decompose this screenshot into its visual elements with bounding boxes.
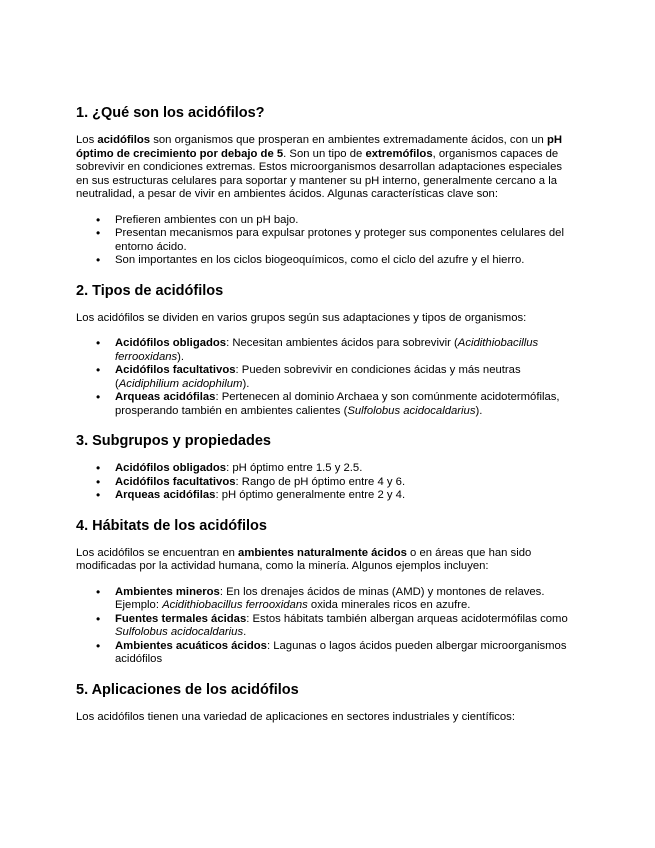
heading-aplicaciones: 5. Aplicaciones de los acidófilos	[76, 681, 299, 698]
heading-habitats: 4. Hábitats de los acidófilos	[76, 517, 267, 534]
list-item: • Acidófilos facultativos: Pueden sobrevivir en condiciones ácidas y más neutras (Acidiphilium acidophilum).	[76, 364, 576, 391]
list-subgrupos	[76, 462, 576, 503]
list-item: • Ambientes mineros: En los drenajes ácidos de minas (AMD) y montones de relaves. Ejemplo: Acidithiobacillus ferrooxidans oxida minerales ricos en azufre.	[76, 586, 576, 613]
list-item: • Prefieren ambientes con un pH bajo.	[76, 214, 576, 228]
heading-que-son: 1. ¿Qué son los acidófilos?	[76, 105, 265, 121]
list-item: • Arqueas acidófilas: Pertenecen al dominio Archaea y son comúnmente acidotermófilas, prosperando también en ambientes calientes (Sulfolobus acidocaldarius).	[76, 391, 576, 418]
list-habitats	[76, 586, 576, 667]
list-item: • Acidófilos obligados: pH óptimo entre 1.5 y 2.5.	[76, 462, 576, 476]
list-item: • Ambientes acuáticos ácidos: Lagunas o lagos ácidos pueden albergar microorganismos acidófilos	[76, 640, 576, 667]
paragraph-aplicaciones: Los acidófilos tienen una variedad de aplicaciones en sectores industriales y científicos:	[76, 710, 515, 723]
paragraph-definicion: Los acidófilos son organismos que prosperan en ambientes extremadamente ácidos, con un pH óptimo de crecimiento por debajo de 5. Son un tipo de extremófilos, organismos capaces de sobrevivir en condiciones extremas. Estos microorganismos desarrollan adaptaciones especiales en sus estructuras celulares para soportar y mantener su pH interno, generalmente cercano a la neutralidad, a pesar de vivir en ambientes ácidos. Algunas características clave son:	[76, 134, 563, 200]
list-item: • Arqueas acidófilas: pH óptimo generalmente entre 2 y 4.	[76, 489, 576, 503]
list-item: • Acidófilos obligados: Necesitan ambientes ácidos para sobrevivir (Acidithiobacillus ferrooxidans).	[76, 337, 576, 364]
document-page	[76, 104, 576, 724]
heading-tipos: 2. Tipos de acidófilos	[76, 282, 224, 299]
list-item: • Presentan mecanismos para expulsar protones y proteger sus componentes celulares del entorno ácido.	[76, 227, 576, 254]
list-item: • Acidófilos facultativos: Rango de pH óptimo entre 4 y 6.	[76, 476, 576, 490]
paragraph-habitats: Los acidófilos se encuentran en ambientes naturalmente ácidos o en áreas que han sido modificadas por la actividad humana, como la minería. Algunos ejemplos incluyen:	[76, 546, 532, 572]
paragraph-tipos-intro: Los acidófilos se dividen en varios grupos según sus adaptaciones y tipos de organismos:	[76, 311, 527, 324]
list-item: • Son importantes en los ciclos biogeoquímicos, como el ciclo del azufre y el hierro.	[76, 254, 576, 268]
list-tipos	[76, 337, 576, 418]
heading-subgrupos: 3. Subgrupos y propiedades	[76, 433, 271, 449]
list-caracteristicas	[76, 214, 576, 268]
list-item: • Fuentes termales ácidas: Estos hábitats también albergan arqueas acidotermófilas como Sulfolobus acidocaldarius.	[76, 613, 576, 640]
